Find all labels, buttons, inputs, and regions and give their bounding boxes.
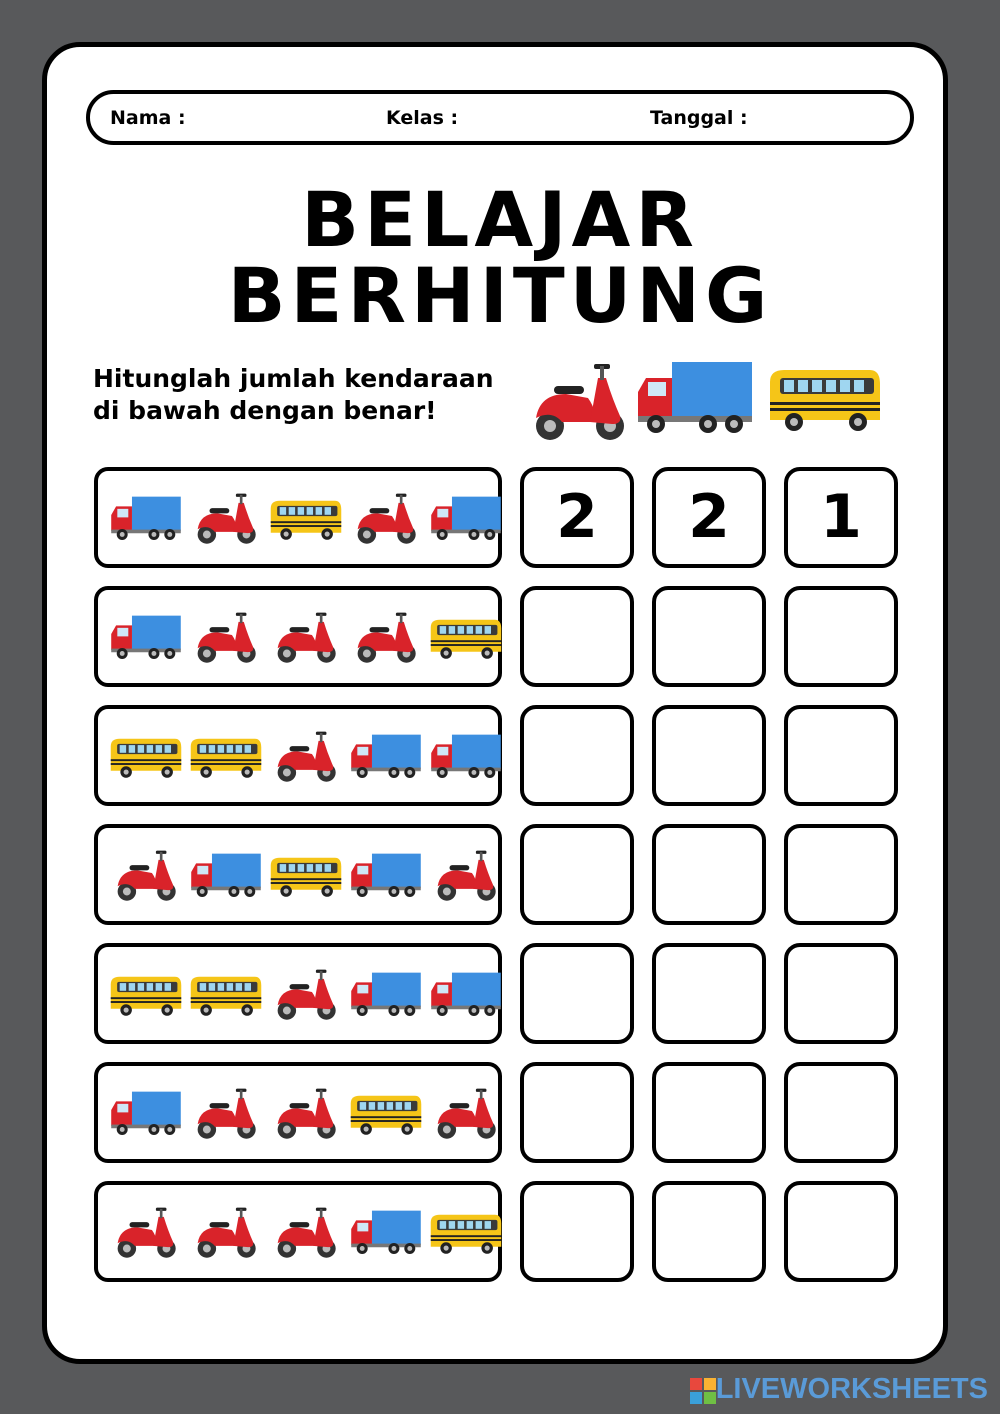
- answer-box-row4-scooter[interactable]: [520, 824, 634, 925]
- liveworksheets-logo-icon: [690, 1378, 716, 1404]
- student-info-bar: [86, 90, 914, 145]
- scooter-icon: [532, 358, 626, 444]
- answer-box-row4-bus[interactable]: [784, 824, 898, 925]
- scooter-icon: [275, 608, 337, 666]
- bus-icon: [347, 1088, 425, 1138]
- date-label: Tanggal :: [650, 107, 748, 129]
- answer-box-row4-truck[interactable]: [652, 824, 766, 925]
- truck-icon: [430, 494, 502, 542]
- scooter-icon: [435, 846, 497, 904]
- truck-icon: [350, 732, 422, 780]
- bus-icon: [766, 358, 884, 436]
- class-label: Kelas :: [386, 107, 459, 129]
- scooter-icon: [275, 965, 337, 1023]
- instruction-line-1: Hitunglah jumlah kendaraan: [93, 364, 494, 393]
- bus-icon: [187, 969, 265, 1019]
- instruction-line-2: di bawah dengan benar!: [93, 396, 437, 425]
- scooter-icon: [115, 1203, 177, 1261]
- answer-box-row5-scooter[interactable]: [520, 943, 634, 1044]
- scooter-icon: [195, 608, 257, 666]
- scooter-icon: [355, 489, 417, 547]
- bus-icon: [107, 731, 185, 781]
- answer-box-row6-scooter[interactable]: [520, 1062, 634, 1163]
- answer-box-row1-scooter[interactable]: 2: [520, 467, 634, 568]
- bus-icon: [427, 1207, 505, 1257]
- title-line-2: BERHITUNG: [227, 251, 773, 340]
- instruction-text: [93, 363, 533, 427]
- truck-icon: [430, 970, 502, 1018]
- answer-box-row6-truck[interactable]: [652, 1062, 766, 1163]
- scooter-icon: [355, 608, 417, 666]
- vehicle-row-2: [94, 586, 502, 687]
- scooter-icon: [275, 1203, 337, 1261]
- answer-box-row1-truck[interactable]: 2: [652, 467, 766, 568]
- vehicle-row-7: [94, 1181, 502, 1282]
- truck-icon: [190, 851, 262, 899]
- bus-icon: [107, 969, 185, 1019]
- answer-box-row7-bus[interactable]: [784, 1181, 898, 1282]
- bus-icon: [267, 850, 345, 900]
- vehicle-row-3: [94, 705, 502, 806]
- answer-box-row6-bus[interactable]: [784, 1062, 898, 1163]
- bus-icon: [267, 493, 345, 543]
- scooter-icon: [195, 489, 257, 547]
- answer-box-row7-truck[interactable]: [652, 1181, 766, 1282]
- vehicle-row-6: [94, 1062, 502, 1163]
- truck-icon: [636, 358, 754, 436]
- answer-box-row3-truck[interactable]: [652, 705, 766, 806]
- liveworksheets-brand: LIVEWORKSHEETS: [715, 1373, 988, 1405]
- scooter-icon: [275, 1084, 337, 1142]
- vehicle-row-1: [94, 467, 502, 568]
- truck-icon: [430, 732, 502, 780]
- answer-box-row1-bus[interactable]: 1: [784, 467, 898, 568]
- answer-box-row5-truck[interactable]: [652, 943, 766, 1044]
- truck-icon: [110, 1089, 182, 1137]
- answer-box-row3-bus[interactable]: [784, 705, 898, 806]
- bus-icon: [427, 612, 505, 662]
- name-label: Nama :: [110, 107, 186, 129]
- vehicle-row-5: [94, 943, 502, 1044]
- scooter-icon: [195, 1084, 257, 1142]
- scooter-icon: [195, 1203, 257, 1261]
- truck-icon: [110, 613, 182, 661]
- vehicle-row-4: [94, 824, 502, 925]
- truck-icon: [110, 494, 182, 542]
- answer-box-row2-truck[interactable]: [652, 586, 766, 687]
- truck-icon: [350, 970, 422, 1018]
- answer-box-row2-bus[interactable]: [784, 586, 898, 687]
- bus-icon: [187, 731, 265, 781]
- answer-box-row7-scooter[interactable]: [520, 1181, 634, 1282]
- answer-box-row3-scooter[interactable]: [520, 705, 634, 806]
- scooter-icon: [275, 727, 337, 785]
- truck-icon: [350, 851, 422, 899]
- title-line-1: BELAJAR: [301, 175, 699, 264]
- answer-box-row2-scooter[interactable]: [520, 586, 634, 687]
- scooter-icon: [115, 846, 177, 904]
- scooter-icon: [435, 1084, 497, 1142]
- truck-icon: [350, 1208, 422, 1256]
- answer-box-row5-bus[interactable]: [784, 943, 898, 1044]
